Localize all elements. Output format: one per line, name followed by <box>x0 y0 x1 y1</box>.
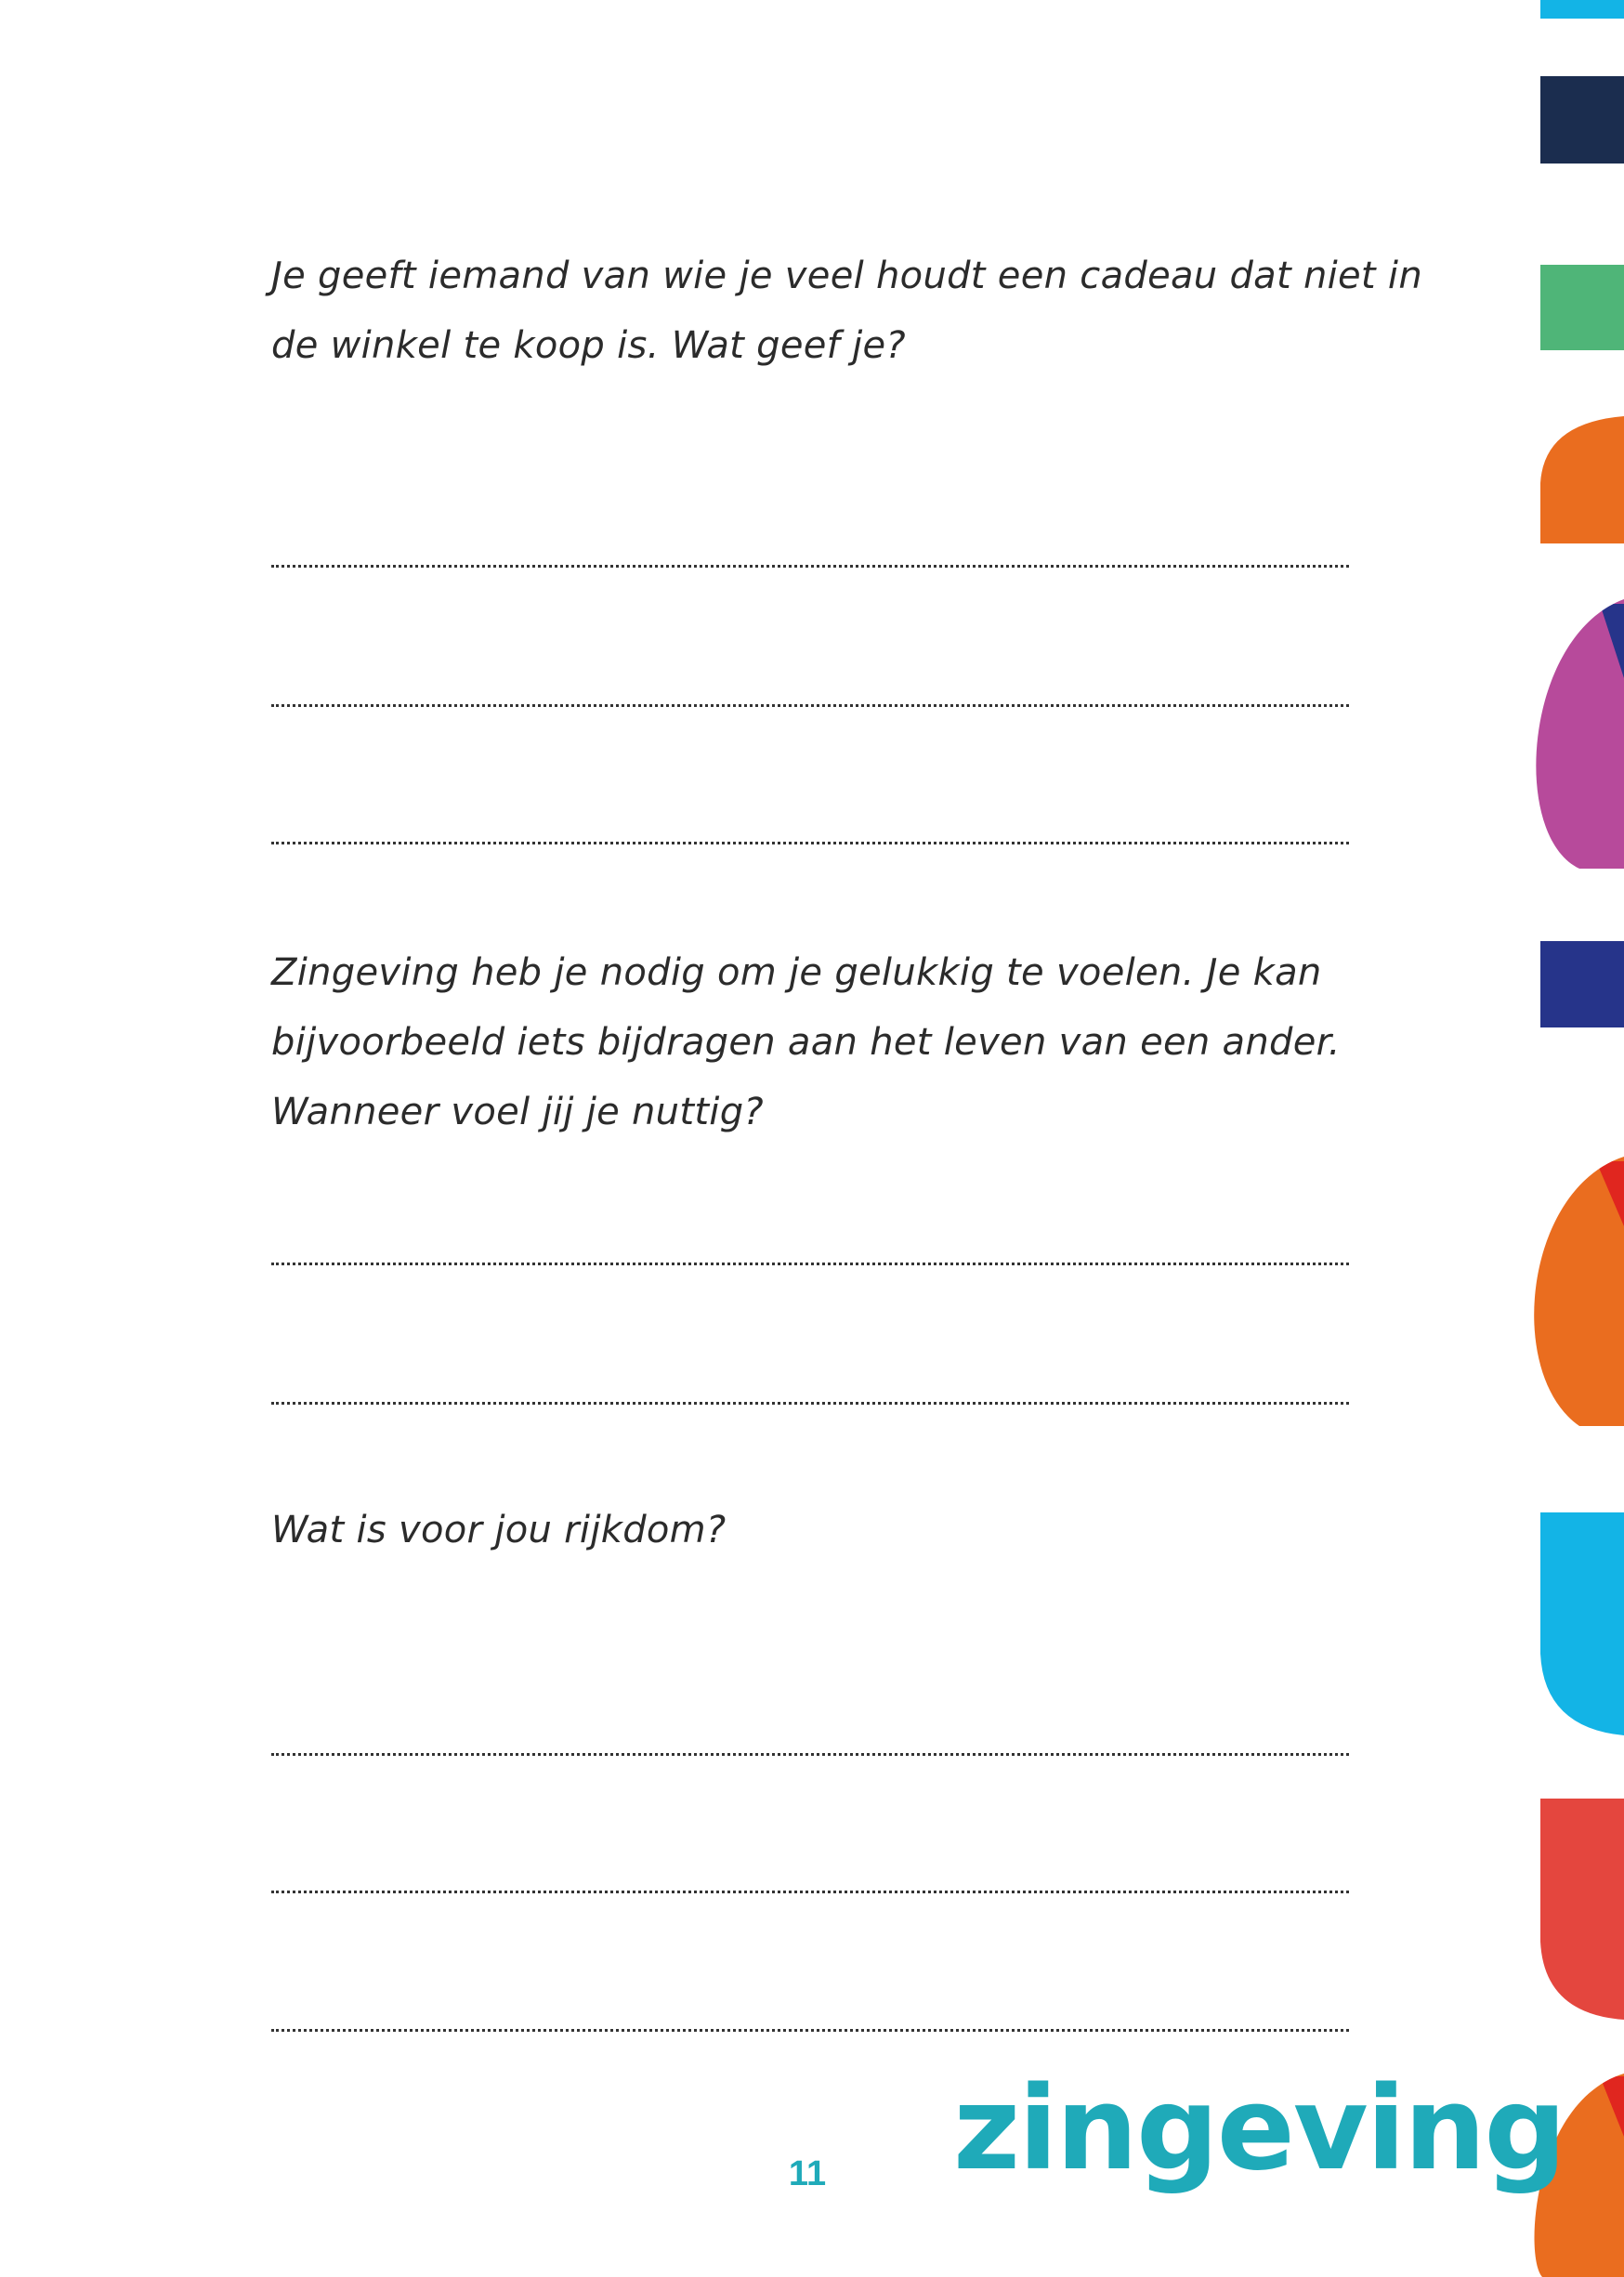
tab-red-rounded <box>1540 1799 1624 2020</box>
question-2-line-3: Wanneer voel jij je nuttig? <box>271 1091 764 1133</box>
question-1-line-2: de winkel te koop is. Wat geef je? <box>271 324 906 367</box>
tab-green <box>1540 265 1624 350</box>
tab-orange-rounded <box>1540 416 1624 543</box>
tab-light-blue-top <box>1540 0 1624 19</box>
tab-light-blue-rounded <box>1540 1512 1624 1735</box>
question-2-line-2: bijvoorbeeld iets bijdragen aan het leven van een ander. <box>271 1021 1341 1064</box>
question-2-line-1: Zingeving heb je nodig om je gelukkig te voelen. Je kan <box>271 951 1322 994</box>
question-1-line-1: Je geeft iemand van wie je veel houdt een cadeau dat niet in <box>271 255 1422 297</box>
question-3-line-1: Wat is voor jou rijkdom? <box>271 1509 727 1551</box>
tab-navy <box>1540 76 1624 164</box>
zingeving-logo <box>953 2059 1565 2226</box>
page-number-text: 11 <box>788 2154 827 2193</box>
tab-magenta-pie <box>1486 595 1624 873</box>
logo-text: zingeving <box>953 2062 1565 2196</box>
tab-royal-blue <box>1540 941 1624 1027</box>
page-number <box>788 2153 827 2193</box>
tab-orange-pie <box>1486 1152 1624 1431</box>
